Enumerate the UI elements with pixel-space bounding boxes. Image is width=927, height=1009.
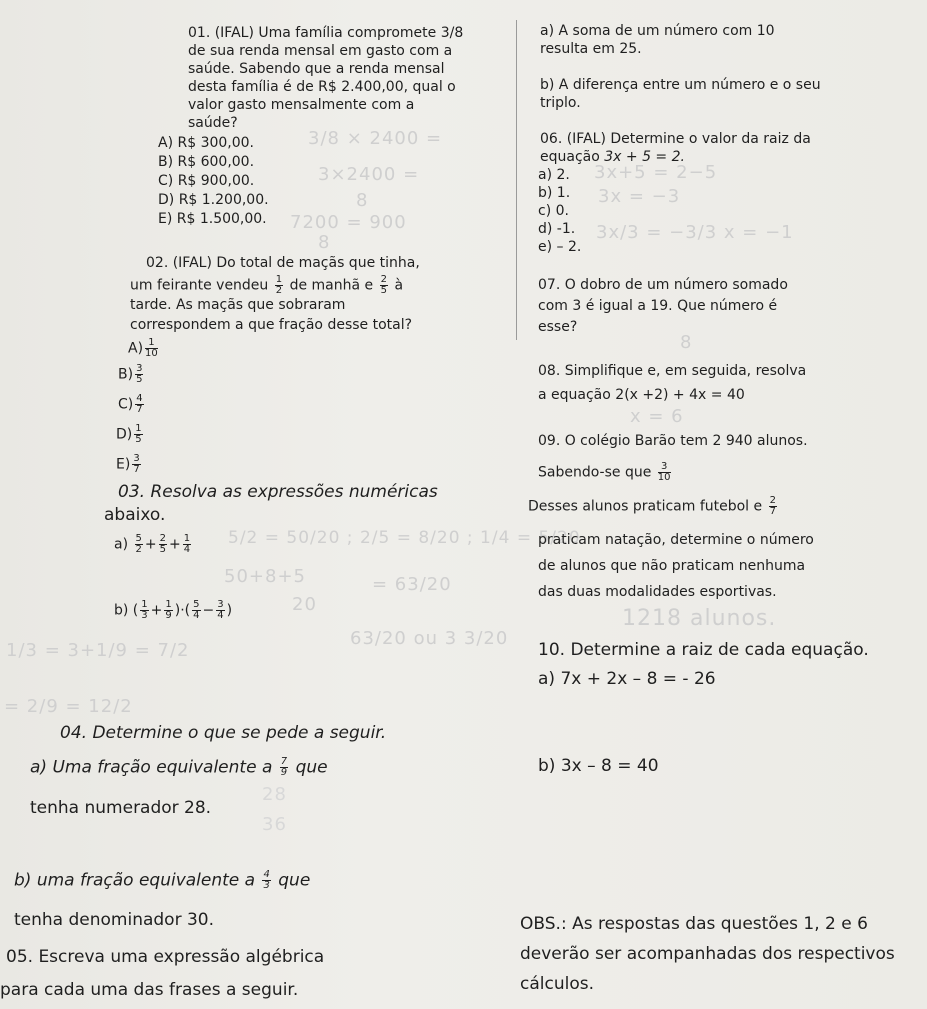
q05-item-a-line-2: resulta em 25. bbox=[540, 41, 642, 57]
q09-line-4: praticam natação, determine o número bbox=[538, 532, 814, 548]
q03-work-6: 1/3 = 3+1/9 = 7/2 bbox=[6, 640, 190, 661]
q10-item-b: b) 3x – 8 = 40 bbox=[538, 756, 659, 776]
q02-line-3: tarde. As maçãs que sobraram bbox=[130, 297, 346, 313]
q05-line-2: para cada uma das frases a seguir. bbox=[0, 980, 299, 1000]
q03-work-1: 5/2 = 50/20 ; 2/5 = 8/20 ; 1/4 = 5/20 bbox=[228, 528, 581, 548]
q02-option-c: C) $\frac{4}{7}$ bbox=[118, 393, 143, 415]
q03-work-2: 50+8+5 bbox=[224, 566, 306, 587]
q01-work-1: 3/8 × 2400 = bbox=[308, 128, 443, 149]
q01-work-4: 7200 = 900 bbox=[290, 212, 407, 233]
q04-work-2: 36 bbox=[262, 814, 287, 835]
q02-option-a: A) $\frac{1}{10}$ bbox=[128, 337, 158, 359]
q08-line-1: 08. Simplifique e, em seguida, resolva bbox=[538, 363, 807, 379]
q03-line-2: abaixo. bbox=[104, 505, 166, 525]
obs-line-3: cálculos. bbox=[520, 974, 594, 994]
q03-work-7: = 2/9 = 12/2 bbox=[4, 696, 133, 717]
q05-item-b-line-2: triplo. bbox=[540, 95, 581, 111]
q02-line-4: correspondem a que fração desse total? bbox=[130, 317, 413, 333]
q01-line-4: desta família é de R$ 2.400,00, qual o bbox=[188, 79, 456, 95]
q07-work: 8 bbox=[680, 332, 693, 353]
q02-option-e: E) $\frac{3}{7}$ bbox=[116, 453, 140, 475]
q01-option-c: C) R$ 900,00. bbox=[158, 173, 255, 189]
q03-expression-b: b) ( $\frac{1}{3}$ + $\frac{1}{9}$ )·( $\frac{5}{4}$ − $\frac{3}{4}$ ) bbox=[114, 599, 233, 621]
q06-equation: 3x + 5 = 2. bbox=[604, 149, 685, 165]
q01-option-a: A) R$ 300,00. bbox=[158, 135, 255, 151]
column-divider bbox=[516, 20, 517, 340]
q10-line-1: 10. Determine a raiz de cada equação. bbox=[538, 640, 869, 660]
q04-work-1: 28 bbox=[262, 784, 287, 805]
q06-work-1: 3x+5 = 2−5 bbox=[594, 162, 718, 183]
q02-option-b: B) $\frac{3}{5}$ bbox=[118, 363, 143, 385]
q01-option-e: E) R$ 1.500,00. bbox=[158, 211, 267, 227]
q03-expression-a: a) $\frac{5}{2}$ + $\frac{2}{5}$ + $\frac{1}{4}$ bbox=[114, 533, 191, 555]
q06-option-b: b) 1. bbox=[538, 185, 571, 201]
q07-line-1: 07. O dobro de um número somado bbox=[538, 277, 788, 293]
q01-line-3: saúde. Sabendo que a renda mensal bbox=[188, 61, 445, 77]
q01-line-6: saúde? bbox=[188, 115, 238, 131]
q09-line-3: Desses alunos praticam futebol e $\frac{2}{7}$ bbox=[528, 495, 776, 517]
q03-work-5: 63/20 ou 3 3/20 bbox=[350, 628, 509, 649]
q04-line-2: a) Uma fração equivalente a $\frac{7}{9}$ que bbox=[30, 756, 328, 778]
q08-work: x = 6 bbox=[630, 406, 684, 427]
q01-work-3: 8 bbox=[356, 190, 369, 211]
q03-work-4: = 63/20 bbox=[372, 574, 452, 595]
q01-work-5: 8 bbox=[318, 232, 331, 253]
obs-line-1: OBS.: As respostas das questões 1, 2 e 6 bbox=[520, 914, 868, 934]
q01-option-b: B) R$ 600,00. bbox=[158, 154, 255, 170]
q02-line-2: um feirante vendeu $\frac{1}{2}$ de manhã e $\frac{2}{5}$ à bbox=[130, 274, 404, 296]
q09-work: 1218 alunos. bbox=[622, 606, 777, 631]
q01-line-1: 01. (IFAL) Uma família compromete 3/8 bbox=[188, 25, 464, 41]
q04-line-1: 04. Determine o que se pede a seguir. bbox=[60, 723, 387, 743]
q06-work-3: 3x/3 = −3/3 x = −1 bbox=[596, 222, 794, 243]
q01-line-5: valor gasto mensalmente com a bbox=[188, 97, 415, 113]
q02-option-d: D) $\frac{1}{5}$ bbox=[116, 423, 142, 445]
q08-line-2: a equação 2(x +2) + 4x = 40 bbox=[538, 387, 745, 403]
q06-option-d: d) -1. bbox=[538, 221, 576, 237]
q02-line-1: 02. (IFAL) Do total de maçãs que tinha, bbox=[146, 255, 420, 271]
q01-line-2: de sua renda mensal em gasto com a bbox=[188, 43, 453, 59]
obs-line-2: deverão ser acompanhadas dos respectivos bbox=[520, 944, 895, 964]
q03-work-3: 20 bbox=[292, 594, 317, 615]
q06-option-e: e) – 2. bbox=[538, 239, 582, 255]
q04-line-3: tenha numerador 28. bbox=[30, 798, 212, 818]
q05-item-b-line-1: b) A diferença entre um número e o seu bbox=[540, 77, 821, 93]
q03-line-1: 03. Resolva as expressões numéricas bbox=[118, 482, 438, 502]
q06-work-2: 3x = −3 bbox=[598, 186, 681, 207]
q04-line-4: b) uma fração equivalente a $\frac{4}{3}$ que bbox=[14, 869, 311, 891]
q06-line-1: 06. (IFAL) Determine o valor da raiz da bbox=[540, 131, 811, 147]
q09-line-2: Sabendo-se que $\frac{3}{10}$ bbox=[538, 461, 671, 483]
q09-line-1: 09. O colégio Barão tem 2 940 alunos. bbox=[538, 433, 808, 449]
q09-line-6: das duas modalidades esportivas. bbox=[538, 584, 777, 600]
q06-option-c: c) 0. bbox=[538, 203, 569, 219]
q01-work-2: 3×2400 = bbox=[318, 164, 420, 185]
q07-line-3: esse? bbox=[538, 319, 578, 335]
q07-line-2: com 3 é igual a 19. Que número é bbox=[538, 298, 778, 314]
q06-line-2: equação 3x + 5 = 2. bbox=[540, 149, 685, 165]
q05-line-1: 05. Escreva uma expressão algébrica bbox=[6, 947, 325, 967]
q05-item-a-line-1: a) A soma de um número com 10 bbox=[540, 23, 775, 39]
q04-line-5: tenha denominador 30. bbox=[14, 910, 215, 930]
q06-option-a: a) 2. bbox=[538, 167, 570, 183]
q09-line-5: de alunos que não praticam nenhuma bbox=[538, 558, 806, 574]
q10-item-a: a) 7x + 2x – 8 = - 26 bbox=[538, 669, 716, 689]
q01-option-d: D) R$ 1.200,00. bbox=[158, 192, 269, 208]
